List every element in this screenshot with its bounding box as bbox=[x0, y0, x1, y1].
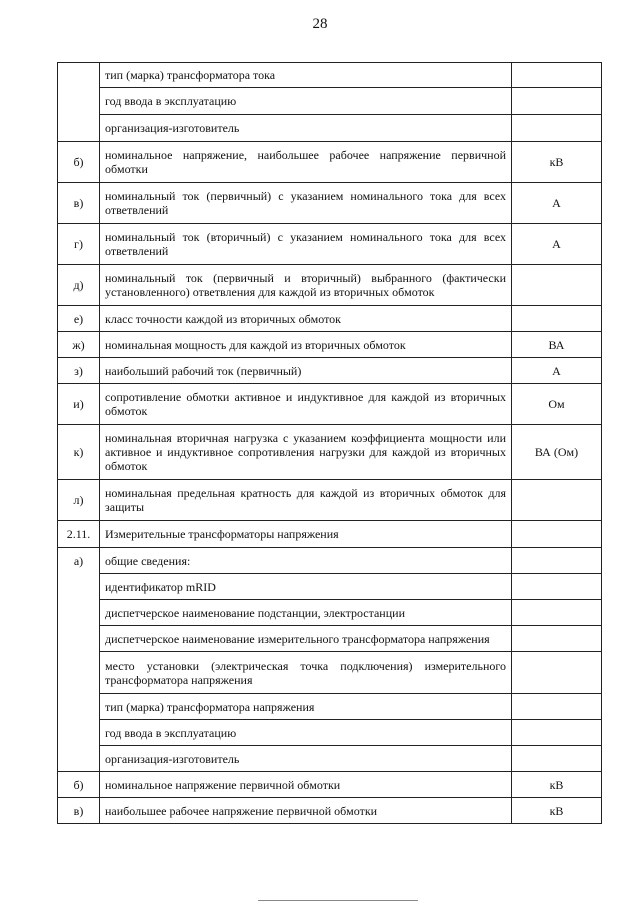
row-number-cell: в) bbox=[58, 798, 100, 824]
row-number-cell: г) bbox=[58, 224, 100, 265]
section-number: 2.11. bbox=[58, 521, 100, 548]
row-number-cell: б) bbox=[58, 772, 100, 798]
table-row bbox=[58, 798, 602, 824]
row-description: номинальное напряжение первичной обмотки bbox=[100, 772, 512, 798]
row-unit bbox=[512, 626, 602, 652]
table-row bbox=[58, 720, 602, 746]
table-row bbox=[58, 626, 602, 652]
table-row bbox=[58, 652, 602, 694]
table-row bbox=[58, 224, 602, 265]
row-unit bbox=[512, 694, 602, 720]
row-unit bbox=[512, 265, 602, 306]
scan-edge-line bbox=[258, 900, 418, 901]
row-description: год ввода в эксплуатацию bbox=[100, 720, 512, 746]
row-unit bbox=[512, 548, 602, 574]
row-unit bbox=[512, 115, 602, 142]
row-unit: Ом bbox=[512, 384, 602, 425]
row-description: место установки (электрическая точка подключения) измерительного трансформатора напряжения bbox=[100, 652, 512, 694]
row-description: номинальное напряжение, наибольшее рабочее напряжение первичной обмотки bbox=[100, 142, 512, 183]
row-unit: кВ bbox=[512, 142, 602, 183]
row-description: наибольшее рабочее напряжение первичной обмотки bbox=[100, 798, 512, 824]
row-unit bbox=[512, 746, 602, 772]
row-number-cell: ж) bbox=[58, 332, 100, 358]
row-number-cell: д) bbox=[58, 265, 100, 306]
table-row bbox=[58, 772, 602, 798]
row-unit bbox=[512, 88, 602, 115]
row-unit bbox=[512, 306, 602, 332]
row-unit: кВ bbox=[512, 798, 602, 824]
table-row bbox=[58, 574, 602, 600]
table-row bbox=[58, 142, 602, 183]
row-description: номинальная предельная кратность для каждой из вторичных обмоток для защиты bbox=[100, 480, 512, 521]
table-row bbox=[58, 548, 602, 574]
row-unit: ВА bbox=[512, 332, 602, 358]
row-description: тип (марка) трансформатора тока bbox=[100, 63, 512, 88]
table-row bbox=[58, 183, 602, 224]
row-description: класс точности каждой из вторичных обмоток bbox=[100, 306, 512, 332]
row-description: номинальный ток (вторичный) с указанием номинального тока для всех ответвлений bbox=[100, 224, 512, 265]
row-number-cell: к) bbox=[58, 425, 100, 480]
row-number-cell: л) bbox=[58, 480, 100, 521]
table-row bbox=[58, 480, 602, 521]
row-description: номинальный ток (первичный и вторичный) выбранного (фактически установленного) ответвления для каждой из вторичных обмоток bbox=[100, 265, 512, 306]
table-row bbox=[58, 63, 602, 88]
row-number-cell: з) bbox=[58, 358, 100, 384]
row-unit bbox=[512, 574, 602, 600]
row-description: идентификатор mRID bbox=[100, 574, 512, 600]
row-unit: А bbox=[512, 183, 602, 224]
row-description: год ввода в эксплуатацию bbox=[100, 88, 512, 115]
row-description: общие сведения: bbox=[100, 548, 512, 574]
table-row bbox=[58, 115, 602, 142]
row-description: организация-изготовитель bbox=[100, 115, 512, 142]
row-unit: А bbox=[512, 358, 602, 384]
table-row bbox=[58, 746, 602, 772]
row-description: тип (марка) трансформатора напряжения bbox=[100, 694, 512, 720]
row-unit bbox=[512, 521, 602, 548]
table-row bbox=[58, 600, 602, 626]
row-unit bbox=[512, 63, 602, 88]
row-unit bbox=[512, 480, 602, 521]
row-description: номинальный ток (первичный) с указанием номинального тока для всех ответвлений bbox=[100, 183, 512, 224]
row-description: диспетчерское наименование измерительного трансформатора напряжения bbox=[100, 626, 512, 652]
row-description: номинальная мощность для каждой из вторичных обмоток bbox=[100, 332, 512, 358]
row-description: сопротивление обмотки активное и индуктивное для каждой из вторичных обмоток bbox=[100, 384, 512, 425]
row-unit bbox=[512, 720, 602, 746]
row-unit bbox=[512, 600, 602, 626]
row-unit: ВА (Ом) bbox=[512, 425, 602, 480]
table-row bbox=[58, 694, 602, 720]
specification-table bbox=[57, 62, 602, 824]
section-row bbox=[58, 521, 602, 548]
row-number-cell: в) bbox=[58, 183, 100, 224]
page-number: 28 bbox=[312, 16, 328, 32]
row-number-cell: и) bbox=[58, 384, 100, 425]
row-unit bbox=[512, 652, 602, 694]
section-title: Измерительные трансформаторы напряжения bbox=[100, 521, 512, 548]
row-number-cell: а) bbox=[58, 548, 100, 772]
row-unit: А bbox=[512, 224, 602, 265]
table-row bbox=[58, 306, 602, 332]
table-row bbox=[58, 332, 602, 358]
row-unit: кВ bbox=[512, 772, 602, 798]
row-number-cell: е) bbox=[58, 306, 100, 332]
table-row bbox=[58, 265, 602, 306]
row-number-cell bbox=[58, 63, 100, 142]
row-number-cell: б) bbox=[58, 142, 100, 183]
table-row bbox=[58, 358, 602, 384]
table-row bbox=[58, 384, 602, 425]
row-description: организация-изготовитель bbox=[100, 746, 512, 772]
row-description: наибольший рабочий ток (первичный) bbox=[100, 358, 512, 384]
row-description: номинальная вторичная нагрузка с указанием коэффициента мощности или активное и индуктивное сопротивления нагрузки для каждой из вторичных обмоток bbox=[100, 425, 512, 480]
row-description: диспетчерское наименование подстанции, электростанции bbox=[100, 600, 512, 626]
table-row bbox=[58, 88, 602, 115]
table-row bbox=[58, 425, 602, 480]
